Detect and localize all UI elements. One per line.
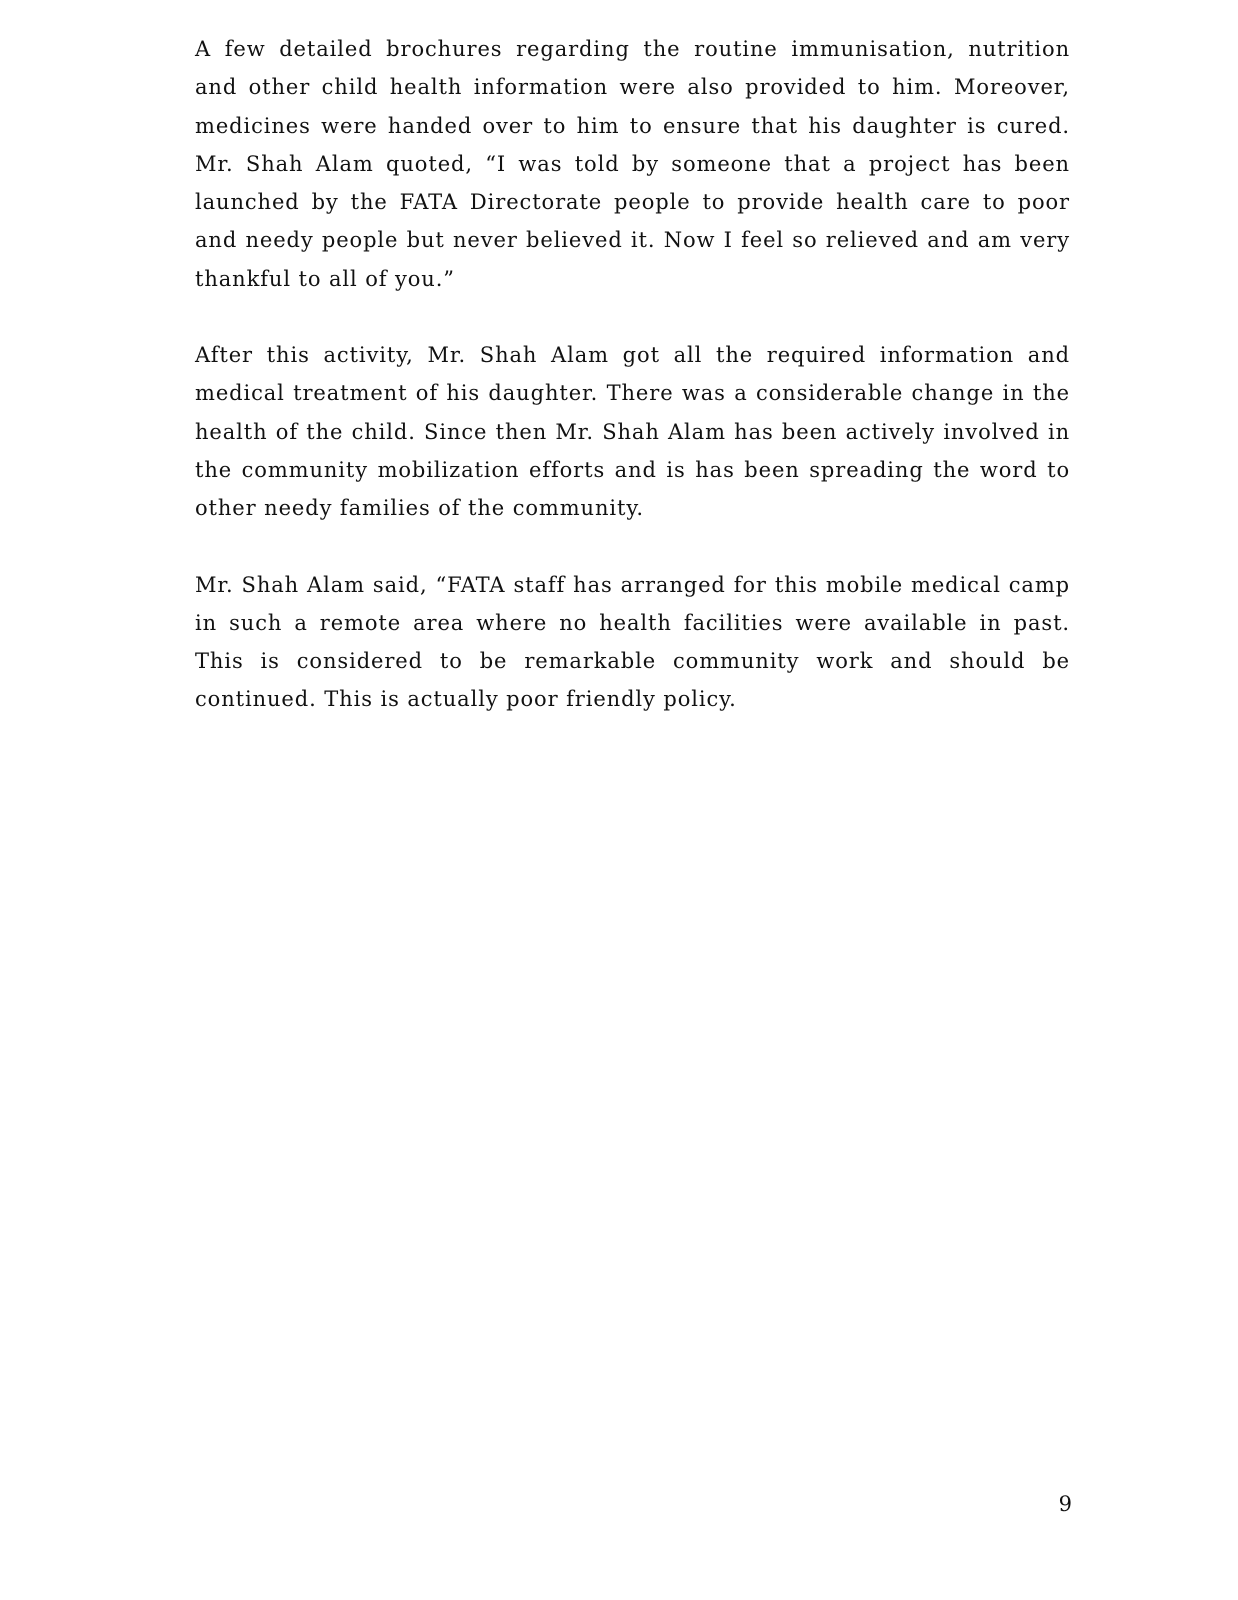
paragraph-shah-alam-quote: Mr. Shah Alam said, “FATA staff has arranged for this mobile medical camp in such a remote area where no health facilities were available in past. This is considered to be remarkable community work and should be continued. This is actually poor friendly policy.: [195, 572, 1070, 712]
paragraph-after-activity: After this activity, Mr. Shah Alam got all the required information and medical treatment of his daughter. There was a considerable change in the health of the child. Since then Mr. Shah Alam has been actively involved in the community mobilization efforts and is has been spreading the word to other needy families of the community.: [195, 343, 1070, 521]
paragraph-brochures: A few detailed brochures regarding the routine immunisation, nutrition and other child health information were also provided to him. Moreover, medicines were handed over to him to ensure that his daughter is cured. Mr. Shah Alam quoted, “I was told by someone that a project has been launched by the FATA Directorate people to provide health care to poor and needy people but never believed it. Now I feel so relieved and am very thankful to all of you.”: [195, 37, 1070, 291]
body-text: [195, 30, 1070, 719]
page-number: 9: [1058, 1492, 1072, 1516]
